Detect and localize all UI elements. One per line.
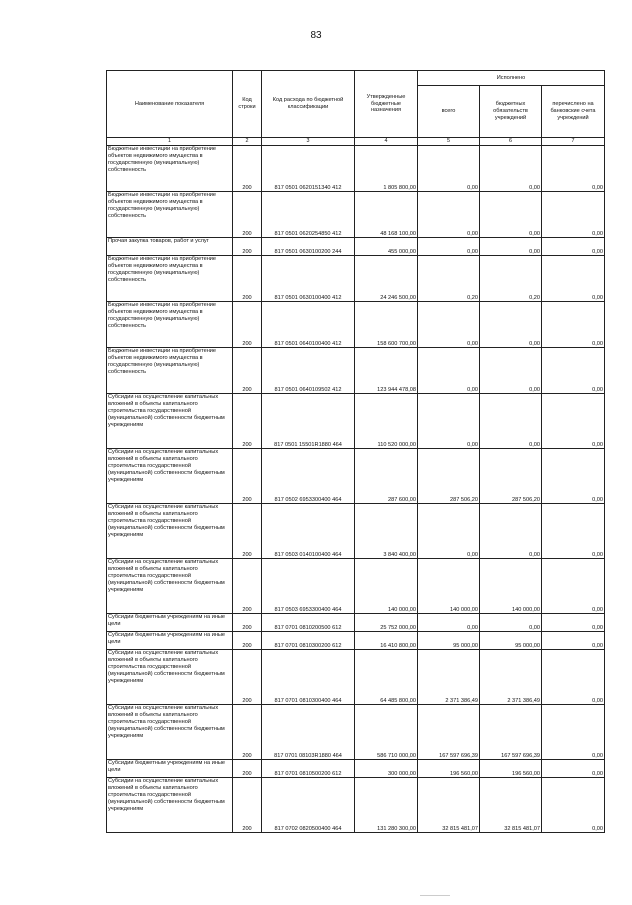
row-name: Субсидии бюджетным учреждениям на иные цели bbox=[107, 614, 233, 632]
row-line-code: 200 bbox=[233, 302, 262, 348]
row-executed-obligations: 0,00 bbox=[480, 238, 542, 256]
row-executed-total: 167 597 696,39 bbox=[418, 705, 480, 760]
row-budget-code: 817 0501 0640109502 412 bbox=[262, 348, 355, 394]
row-line-code: 200 bbox=[233, 192, 262, 238]
table-row bbox=[107, 146, 605, 192]
table-row bbox=[107, 302, 605, 348]
row-executed-total: 0,00 bbox=[418, 302, 480, 348]
table-row bbox=[107, 449, 605, 504]
table-row bbox=[107, 238, 605, 256]
row-approved: 3 840 400,00 bbox=[355, 504, 418, 559]
row-name: Субсидии на осуществление капитальных вложений в объекты капитального строительства государственной (муниципальной) собственности бюджетным учреждениям bbox=[107, 650, 233, 705]
row-approved: 300 000,00 bbox=[355, 760, 418, 778]
column-number: 4 bbox=[355, 138, 418, 146]
row-approved: 140 000,00 bbox=[355, 559, 418, 614]
row-budget-code: 817 0501 0630100200 244 bbox=[262, 238, 355, 256]
table-row bbox=[107, 614, 605, 632]
row-executed-obligations: 2 371 386,49 bbox=[480, 650, 542, 705]
row-budget-code: 817 0501 0620254850 412 bbox=[262, 192, 355, 238]
row-executed-bank: 0,00 bbox=[542, 348, 605, 394]
row-line-code: 200 bbox=[233, 705, 262, 760]
row-line-code: 200 bbox=[233, 146, 262, 192]
row-executed-total: 0,00 bbox=[418, 348, 480, 394]
row-name: Субсидии на осуществление капитальных вложений в объекты капитального строительства государственной (муниципальной) собственности бюджетным учреждениям bbox=[107, 778, 233, 833]
row-name: Бюджетные инвестиции на приобретение объектов недвижимого имущества в государственную (муниципальную) собственность bbox=[107, 256, 233, 302]
row-executed-obligations: 167 597 696,39 bbox=[480, 705, 542, 760]
row-budget-code: 817 0701 0810300200 612 bbox=[262, 632, 355, 650]
row-name: Субсидии на осуществление капитальных вложений в объекты капитального строительства государственной (муниципальной) собственности бюджетным учреждениям bbox=[107, 559, 233, 614]
row-executed-obligations: 0,20 bbox=[480, 256, 542, 302]
row-executed-bank: 0,00 bbox=[542, 705, 605, 760]
row-executed-total: 287 506,20 bbox=[418, 449, 480, 504]
row-executed-total: 0,00 bbox=[418, 146, 480, 192]
row-budget-code: 817 0501 15501R1880 464 bbox=[262, 394, 355, 449]
row-line-code: 200 bbox=[233, 614, 262, 632]
row-budget-code: 817 0503 0140100400 464 bbox=[262, 504, 355, 559]
row-name: Бюджетные инвестиции на приобретение объектов недвижимого имущества в государственную (муниципальную) собственность bbox=[107, 302, 233, 348]
row-executed-bank: 0,00 bbox=[542, 449, 605, 504]
row-executed-obligations: 287 506,20 bbox=[480, 449, 542, 504]
table-row bbox=[107, 650, 605, 705]
row-executed-total: 0,00 bbox=[418, 614, 480, 632]
row-executed-bank: 0,00 bbox=[542, 778, 605, 833]
row-line-code: 200 bbox=[233, 449, 262, 504]
row-line-code: 200 bbox=[233, 650, 262, 705]
row-budget-code: 817 0501 0630100400 412 bbox=[262, 256, 355, 302]
row-approved: 455 000,00 bbox=[355, 238, 418, 256]
row-approved: 287 600,00 bbox=[355, 449, 418, 504]
row-executed-total: 0,00 bbox=[418, 394, 480, 449]
column-number: 5 bbox=[418, 138, 480, 146]
table-row bbox=[107, 559, 605, 614]
row-line-code: 200 bbox=[233, 256, 262, 302]
row-line-code: 200 bbox=[233, 760, 262, 778]
column-number: 1 bbox=[107, 138, 233, 146]
row-executed-bank: 0,00 bbox=[542, 302, 605, 348]
row-executed-obligations: 95 000,00 bbox=[480, 632, 542, 650]
row-executed-total: 0,00 bbox=[418, 238, 480, 256]
row-budget-code: 817 0701 0810300400 464 bbox=[262, 650, 355, 705]
header-executed-obligations: бюджетных обязательств учреждений bbox=[480, 86, 542, 138]
table-row bbox=[107, 504, 605, 559]
table-row bbox=[107, 760, 605, 778]
column-number: 3 bbox=[262, 138, 355, 146]
row-name: Субсидии бюджетным учреждениям на иные цели bbox=[107, 760, 233, 778]
row-executed-obligations: 0,00 bbox=[480, 192, 542, 238]
row-approved: 16 410 800,00 bbox=[355, 632, 418, 650]
row-budget-code: 817 0502 6953300400 464 bbox=[262, 449, 355, 504]
row-name: Субсидии на осуществление капитальных вложений в объекты капитального строительства государственной (муниципальной) собственности бюджетным учреждениям bbox=[107, 705, 233, 760]
table-row bbox=[107, 192, 605, 238]
row-approved: 25 752 000,00 bbox=[355, 614, 418, 632]
row-budget-code: 817 0701 0810500200 612 bbox=[262, 760, 355, 778]
table-row bbox=[107, 256, 605, 302]
row-executed-total: 140 000,00 bbox=[418, 559, 480, 614]
row-executed-total: 0,00 bbox=[418, 504, 480, 559]
table-row bbox=[107, 348, 605, 394]
row-approved: 64 485 800,00 bbox=[355, 650, 418, 705]
row-executed-bank: 0,00 bbox=[542, 394, 605, 449]
row-name: Субсидии на осуществление капитальных вложений в объекты капитального строительства государственной (муниципальной) собственности бюджетным учреждениям bbox=[107, 394, 233, 449]
table-row bbox=[107, 394, 605, 449]
row-name: Бюджетные инвестиции на приобретение объектов недвижимого имущества в государственную (муниципальную) собственность bbox=[107, 146, 233, 192]
header-executed: Исполнено bbox=[418, 71, 605, 86]
row-executed-total: 0,00 bbox=[418, 192, 480, 238]
row-name: Субсидии на осуществление капитальных вложений в объекты капитального строительства государственной (муниципальной) собственности бюджетным учреждениям bbox=[107, 504, 233, 559]
row-executed-obligations: 0,00 bbox=[480, 614, 542, 632]
row-approved: 24 246 500,00 bbox=[355, 256, 418, 302]
column-number-row bbox=[107, 138, 605, 146]
header-executed-bank-accounts: перечислено на банковские счета учреждений bbox=[542, 86, 605, 138]
row-executed-obligations: 140 000,00 bbox=[480, 559, 542, 614]
row-line-code: 200 bbox=[233, 559, 262, 614]
row-name: Прочая закупка товаров, работ и услуг bbox=[107, 238, 233, 256]
row-budget-code: 817 0702 0820500400 464 bbox=[262, 778, 355, 833]
row-approved: 158 600 700,00 bbox=[355, 302, 418, 348]
row-executed-obligations: 0,00 bbox=[480, 146, 542, 192]
row-executed-bank: 0,00 bbox=[542, 760, 605, 778]
row-line-code: 200 bbox=[233, 504, 262, 559]
header-line-code: Код строки bbox=[233, 71, 262, 138]
row-budget-code: 817 0503 6953300400 464 bbox=[262, 559, 355, 614]
row-executed-total: 95 000,00 bbox=[418, 632, 480, 650]
row-approved: 586 710 000,00 bbox=[355, 705, 418, 760]
column-number: 7 bbox=[542, 138, 605, 146]
row-budget-code: 817 0701 0810200500 612 bbox=[262, 614, 355, 632]
row-name: Бюджетные инвестиции на приобретение объектов недвижимого имущества в государственную (муниципальную) собственность bbox=[107, 192, 233, 238]
row-executed-bank: 0,00 bbox=[542, 238, 605, 256]
row-name: Бюджетные инвестиции на приобретение объектов недвижимого имущества в государственную (муниципальную) собственность bbox=[107, 348, 233, 394]
row-budget-code: 817 0501 0640100400 412 bbox=[262, 302, 355, 348]
row-line-code: 200 bbox=[233, 778, 262, 833]
row-line-code: 200 bbox=[233, 238, 262, 256]
row-executed-bank: 0,00 bbox=[542, 650, 605, 705]
row-approved: 1 805 800,00 bbox=[355, 146, 418, 192]
row-executed-bank: 0,00 bbox=[542, 256, 605, 302]
column-number: 6 bbox=[480, 138, 542, 146]
row-executed-bank: 0,00 bbox=[542, 192, 605, 238]
column-number: 2 bbox=[233, 138, 262, 146]
row-name: Субсидии бюджетным учреждениям на иные цели bbox=[107, 632, 233, 650]
row-line-code: 200 bbox=[233, 632, 262, 650]
row-approved: 131 280 300,00 bbox=[355, 778, 418, 833]
row-executed-bank: 0,00 bbox=[542, 632, 605, 650]
header-budget-code: Код расхода по бюджетной классификации bbox=[262, 71, 355, 138]
row-budget-code: 817 0501 0620151340 412 bbox=[262, 146, 355, 192]
row-executed-bank: 0,00 bbox=[542, 614, 605, 632]
row-executed-bank: 0,00 bbox=[542, 559, 605, 614]
row-executed-total: 196 560,00 bbox=[418, 760, 480, 778]
header-name: Наименование показателя bbox=[107, 71, 233, 138]
row-executed-total: 32 815 481,07 bbox=[418, 778, 480, 833]
scan-artifact bbox=[420, 895, 450, 896]
header-approved: Утвержденные бюджетные назначения bbox=[355, 71, 418, 138]
row-name: Субсидии на осуществление капитальных вложений в объекты капитального строительства государственной (муниципальной) собственности бюджетным учреждениям bbox=[107, 449, 233, 504]
header-executed-total: всего bbox=[418, 86, 480, 138]
row-executed-obligations: 196 560,00 bbox=[480, 760, 542, 778]
row-approved: 110 520 000,00 bbox=[355, 394, 418, 449]
row-executed-obligations: 0,00 bbox=[480, 348, 542, 394]
row-line-code: 200 bbox=[233, 348, 262, 394]
row-line-code: 200 bbox=[233, 394, 262, 449]
row-executed-total: 0,20 bbox=[418, 256, 480, 302]
row-executed-bank: 0,00 bbox=[542, 146, 605, 192]
budget-execution-table bbox=[106, 70, 605, 833]
row-executed-obligations: 32 815 481,07 bbox=[480, 778, 542, 833]
row-executed-total: 2 371 386,49 bbox=[418, 650, 480, 705]
row-executed-bank: 0,00 bbox=[542, 504, 605, 559]
row-approved: 123 944 478,08 bbox=[355, 348, 418, 394]
row-approved: 48 168 100,00 bbox=[355, 192, 418, 238]
table-row bbox=[107, 705, 605, 760]
row-budget-code: 817 0701 08103R1880 464 bbox=[262, 705, 355, 760]
row-executed-obligations: 0,00 bbox=[480, 302, 542, 348]
row-executed-obligations: 0,00 bbox=[480, 394, 542, 449]
page-number: 83 bbox=[310, 30, 322, 41]
table-row bbox=[107, 778, 605, 833]
table-row bbox=[107, 632, 605, 650]
row-executed-obligations: 0,00 bbox=[480, 504, 542, 559]
